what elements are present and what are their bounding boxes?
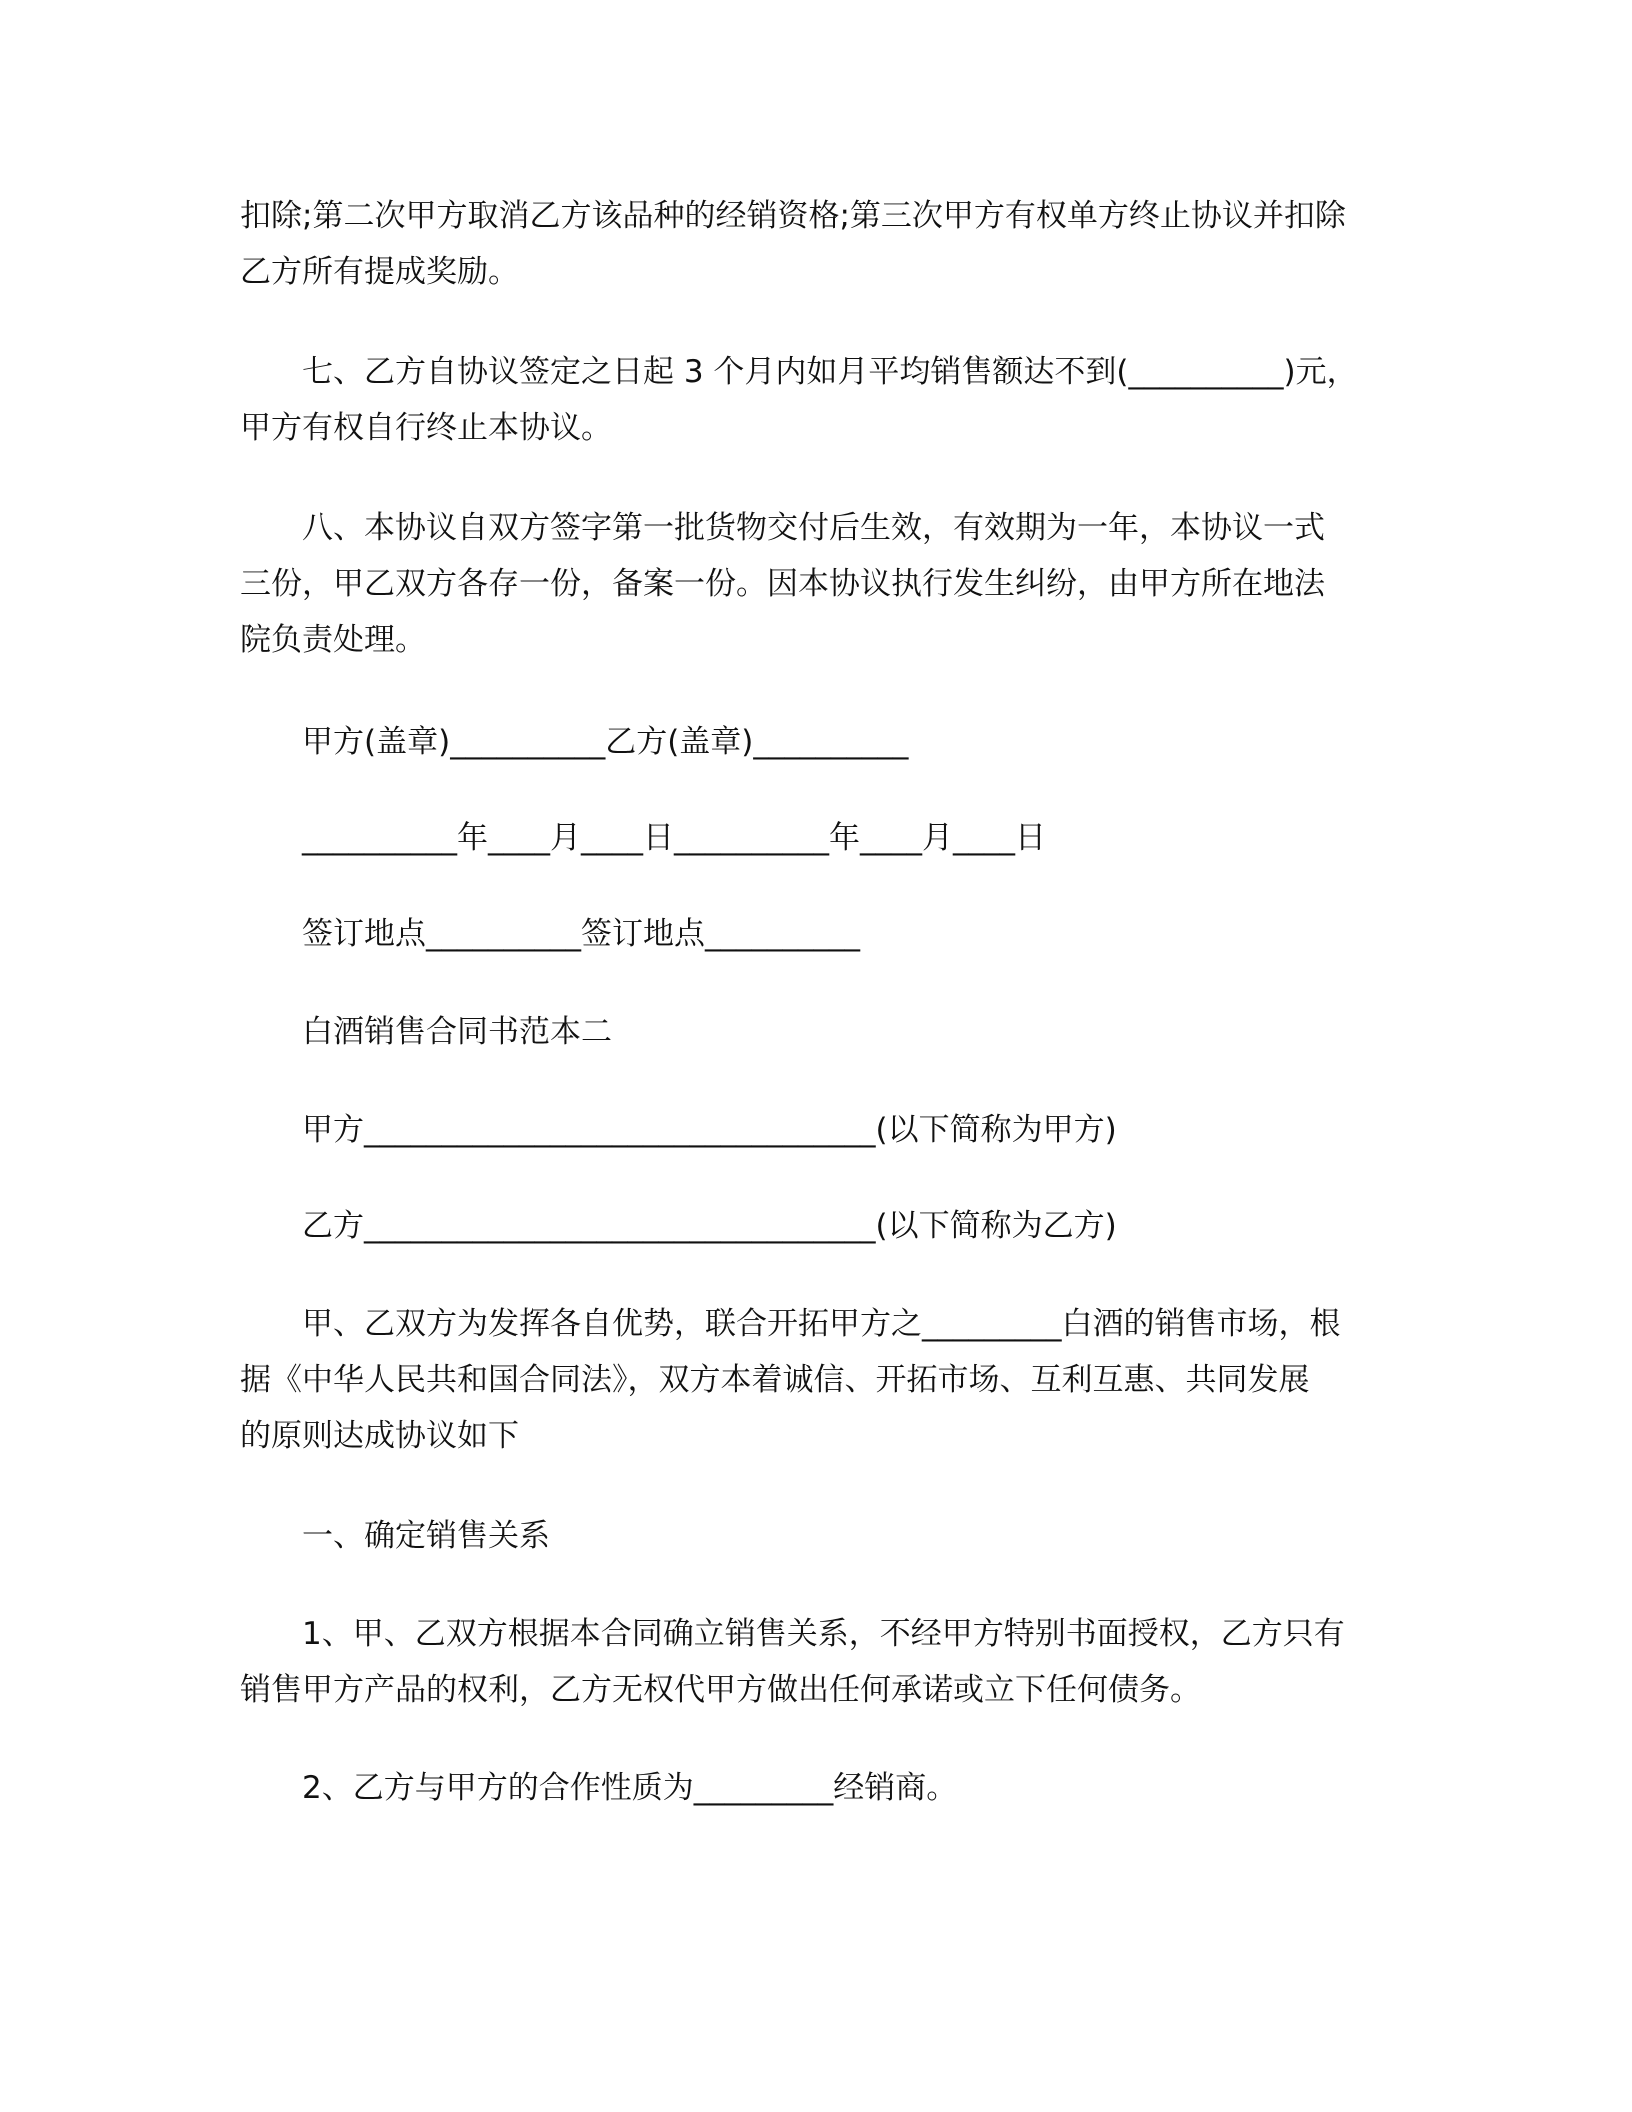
text-line: 1、甲、乙双方根据本合同确立销售关系，不经甲方特别书面授权，乙方只有 bbox=[302, 1616, 1345, 1652]
text-line: 2、乙方与甲方的合作性质为_________经销商。 bbox=[302, 1770, 958, 1806]
party-b-line: 乙方_________________________________(以下简称为乙方) bbox=[302, 1208, 1117, 1244]
text-line: 甲方有权自行终止本协议。 bbox=[240, 410, 612, 446]
text-line: 院负责处理。 bbox=[240, 622, 426, 658]
text-line: 的原则达成协议如下 bbox=[240, 1418, 519, 1454]
signature-line: 甲方(盖章)__________乙方(盖章)__________ bbox=[302, 724, 909, 760]
text-line: 七、乙方自协议签定之日起 3 个月内如月平均销售额达不到(__________)元， bbox=[302, 354, 1358, 390]
date-line: __________年____月____日__________年____月____日 bbox=[302, 820, 1046, 856]
section-title: 白酒销售合同书范本二 bbox=[302, 1014, 612, 1050]
text-line: 扣除;第二次甲方取消乙方该品种的经销资格;第三次甲方有权单方终止协议并扣除 bbox=[240, 198, 1346, 234]
text-line: 甲、乙双方为发挥各自优势，联合开拓甲方之_________白酒的销售市场，根 bbox=[302, 1306, 1341, 1342]
text-line: 销售甲方产品的权利，乙方无权代甲方做出任何承诺或立下任何债务。 bbox=[240, 1672, 1201, 1708]
text-line: 乙方所有提成奖励。 bbox=[240, 254, 519, 290]
text-line: 据《中华人民共和国合同法》，双方本着诚信、开拓市场、互利互惠、共同发展 bbox=[240, 1362, 1310, 1398]
text-line: 八、本协议自双方签字第一批货物交付后生效，有效期为一年，本协议一式 bbox=[302, 510, 1325, 546]
signing-place-line: 签订地点__________签订地点__________ bbox=[302, 916, 860, 952]
text-line: 三份，甲乙双方各存一份，备案一份。因本协议执行发生纠纷，由甲方所在地法 bbox=[240, 566, 1325, 602]
party-a-line: 甲方_________________________________(以下简称为甲方) bbox=[302, 1112, 1117, 1148]
clause-heading: 一、确定销售关系 bbox=[302, 1518, 550, 1554]
